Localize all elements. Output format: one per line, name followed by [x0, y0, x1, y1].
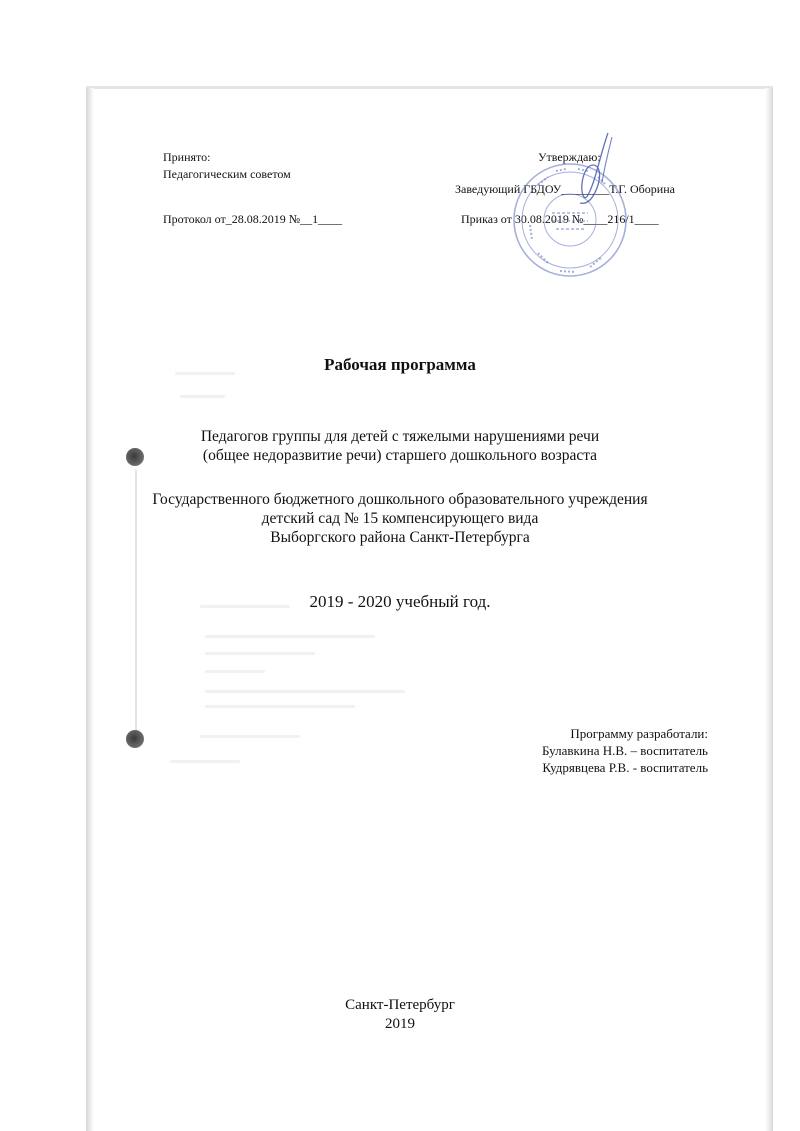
author-2: Кудрявцева Р.В. - воспитатель — [542, 760, 708, 775]
order-line: Приказ от 30.08.2019 №____216/1____ — [461, 212, 659, 226]
council-label: Педагогическим советом — [163, 167, 291, 181]
author-1: Булавкина Н.В. – воспитатель — [542, 743, 708, 758]
document-title: Рабочая программа — [324, 355, 476, 374]
footer-city: Санкт-Петербург — [345, 997, 455, 1013]
head-signature-line: Заведующий ГБДОУ________Т.Г. Оборина — [455, 182, 675, 196]
subtitle-line-2: (общее недоразвитие речи) старшего дошкольного возраста — [202, 447, 598, 464]
institution-line-2: детский сад № 15 компенсирующего вида — [261, 510, 539, 527]
institution-line-1: Государственного бюджетного дошкольного образовательного учреждения — [152, 491, 648, 508]
authors-heading: Программу разработали: — [570, 726, 708, 741]
subtitle-line-1: Педагогов группы для детей с тяжелыми нарушениями речи — [200, 428, 600, 445]
accepted-label: Принято: — [163, 150, 211, 164]
protocol-line: Протокол от_28.08.2019 №__1____ — [163, 212, 343, 226]
authors-block — [542, 725, 708, 776]
school-year: 2019 - 2020 учебный год. — [309, 592, 491, 611]
official-seal-stamp — [508, 125, 648, 285]
footer-year: 2019 — [385, 1016, 415, 1032]
scan-edge-top — [86, 86, 773, 89]
institution-line-3: Выборгского района Санкт-Петербурга — [270, 529, 530, 546]
binding-hole-bottom — [126, 730, 144, 748]
approve-label: Утверждаю: — [538, 150, 601, 164]
